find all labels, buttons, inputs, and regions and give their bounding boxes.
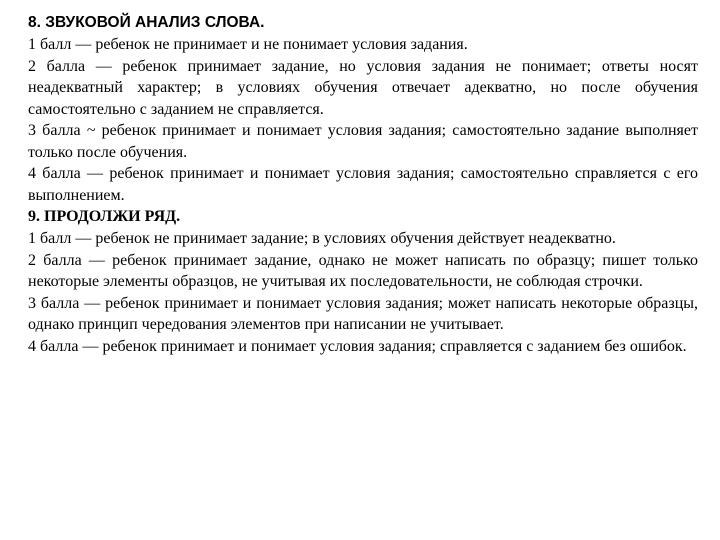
section-title-sound-analysis: 8. ЗВУКОВОЙ АНАЛИЗ СЛОВА. bbox=[28, 14, 265, 31]
criterion-3-points: 3 балла — ребенок принимает и понимает условия задания; может написать некоторые образцы, однако принцип чередования элементов при написании не учитывает. bbox=[28, 294, 698, 333]
criterion-4-points: 4 балла — ребенок принимает и понимает условия задания; справляется с заданием без ошибок. bbox=[28, 337, 687, 355]
criterion-2-points: 2 балла — ребенок принимает задание, однако не может написать по образцу; пишет только некоторые элементы образцов, не учитывая их последовательности, не соблюдая строчки. bbox=[28, 251, 698, 290]
criterion-1-point: 1 балл — ребенок не принимает и не понимает условия задания. bbox=[28, 36, 468, 53]
criterion-2-points: 2 балла — ребенок принимает задание, но условия задания не понимает; ответы носят неадекватный характер; в условиях обучения отвечает адекватно, но после обучения самостоятельно с заданием не справляется. bbox=[28, 57, 698, 118]
criterion-4-points: 4 балла — ребенок принимает и понимает условия задания; самостоятельно справляется с его выполнением. bbox=[28, 165, 698, 204]
criterion-1-point: 1 балл — ребенок не принимает задание; в условиях обучения действует неадекватно. bbox=[28, 230, 616, 247]
criterion-3-points: 3 балла ~ ребенок принимает и понимает условия задания; самостоятельно задание выполняет только после обучения. bbox=[28, 122, 698, 161]
document-page bbox=[28, 12, 698, 357]
section-title-continue-row: 9. ПРОДОЛЖИ РЯД. bbox=[28, 208, 181, 225]
